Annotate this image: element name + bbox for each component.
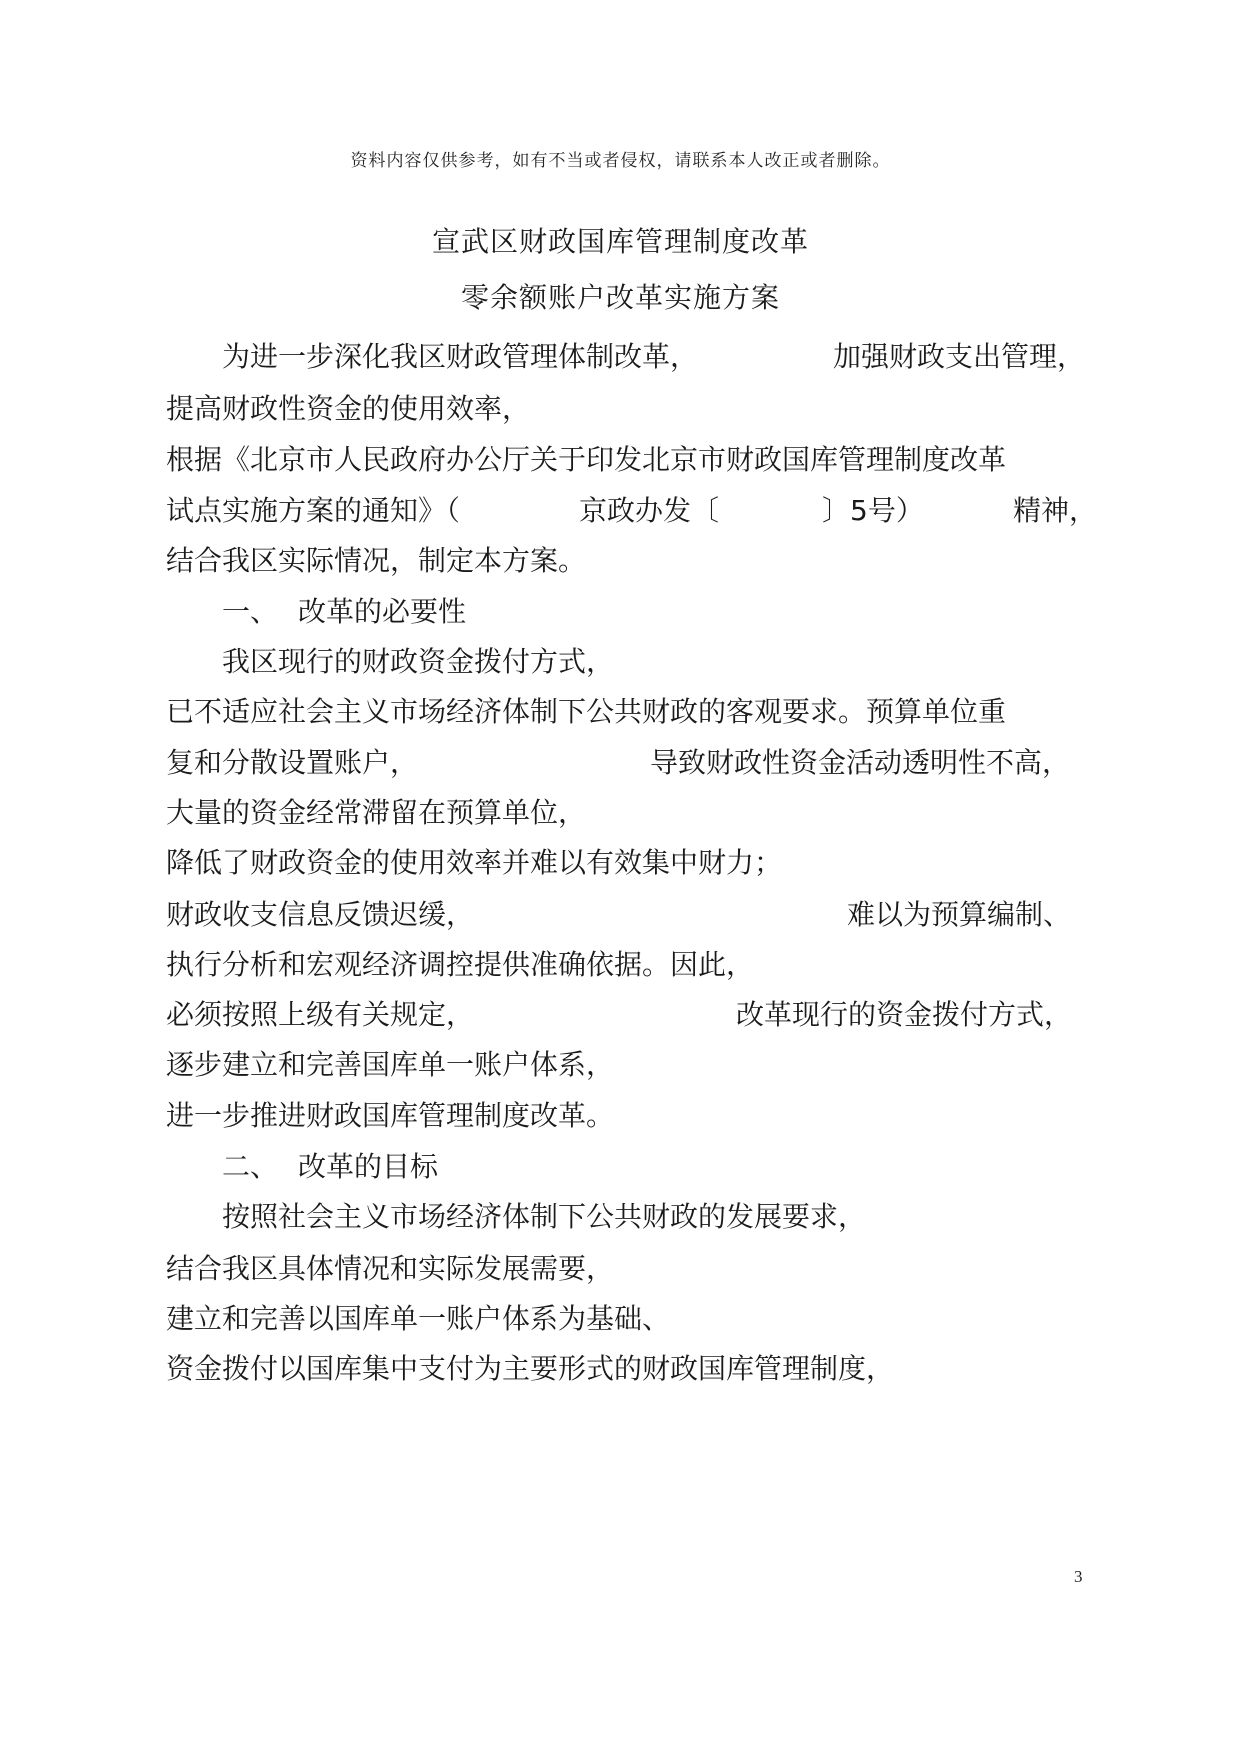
document-title-line-1: 宣武区财政国库管理制度改革: [431, 225, 809, 258]
text-segment: 导致财政性资金活动透明性不高，: [650, 746, 1071, 779]
text-segment: 提高财政性资金的使用效率，: [166, 392, 531, 425]
section-title: 改革的必要性: [298, 595, 467, 628]
text-segment: 京政办发〔: [579, 494, 720, 527]
disclaimer-header: 资料内容仅供参考，如有不当或者侵权，请联系本人改正或者删除。: [350, 151, 891, 171]
text-segment: 结合我区实际情况，制定本方案。: [166, 544, 587, 577]
text-segment: 精神，: [1013, 494, 1098, 527]
text-segment: 为进一步深化我区财政管理体制改革，: [222, 340, 699, 373]
text-segment: 进一步推进财政国库管理制度改革。: [166, 1099, 615, 1132]
text-segment: 资金拨付以国库集中支付为主要形式的财政国库管理制度，: [166, 1352, 895, 1385]
text-segment: 结合我区具体情况和实际发展需要，: [166, 1252, 615, 1285]
text-segment: 难以为预算编制、: [847, 898, 1072, 931]
text-segment: 降低了财政资金的使用效率并难以有效集中财力；: [166, 846, 783, 879]
text-segment: 按照社会主义市场经济体制下公共财政的发展要求，: [222, 1200, 867, 1233]
text-segment: 逐步建立和完善国库单一账户体系，: [166, 1048, 615, 1081]
text-segment: 改革现行的资金拨付方式，: [736, 998, 1073, 1031]
text-segment: 财政收支信息反馈迟缓，: [166, 898, 475, 931]
text-segment: 复和分散设置账户，: [166, 746, 419, 779]
document-title-line-2: 零余额账户改革实施方案: [460, 281, 780, 314]
section-number: 二、: [222, 1150, 279, 1183]
text-segment: 已不适应社会主义市场经济体制下公共财政的客观要求。预算单位重: [166, 695, 1007, 728]
text-segment: 大量的资金经常滞留在预算单位，: [166, 796, 587, 829]
section-number: 一、: [222, 595, 279, 628]
text-segment: 〕5号）: [822, 494, 924, 527]
text-segment: 试点实施方案的通知》（: [166, 494, 461, 527]
text-segment: 根据《北京市人民政府办公厅关于印发北京市财政国库管理制度改革: [166, 443, 1007, 476]
page-number: 3: [1074, 1567, 1083, 1586]
text-segment: 执行分析和宏观经济调控提供准确依据。因此，: [166, 948, 755, 981]
text-segment: 建立和完善以国库单一账户体系为基础、: [166, 1302, 671, 1335]
section-title: 改革的目标: [298, 1150, 439, 1183]
text-segment: 必须按照上级有关规定，: [166, 998, 475, 1031]
text-segment: 加强财政支出管理，: [833, 340, 1086, 373]
text-segment: 我区现行的财政资金拨付方式，: [222, 645, 615, 678]
